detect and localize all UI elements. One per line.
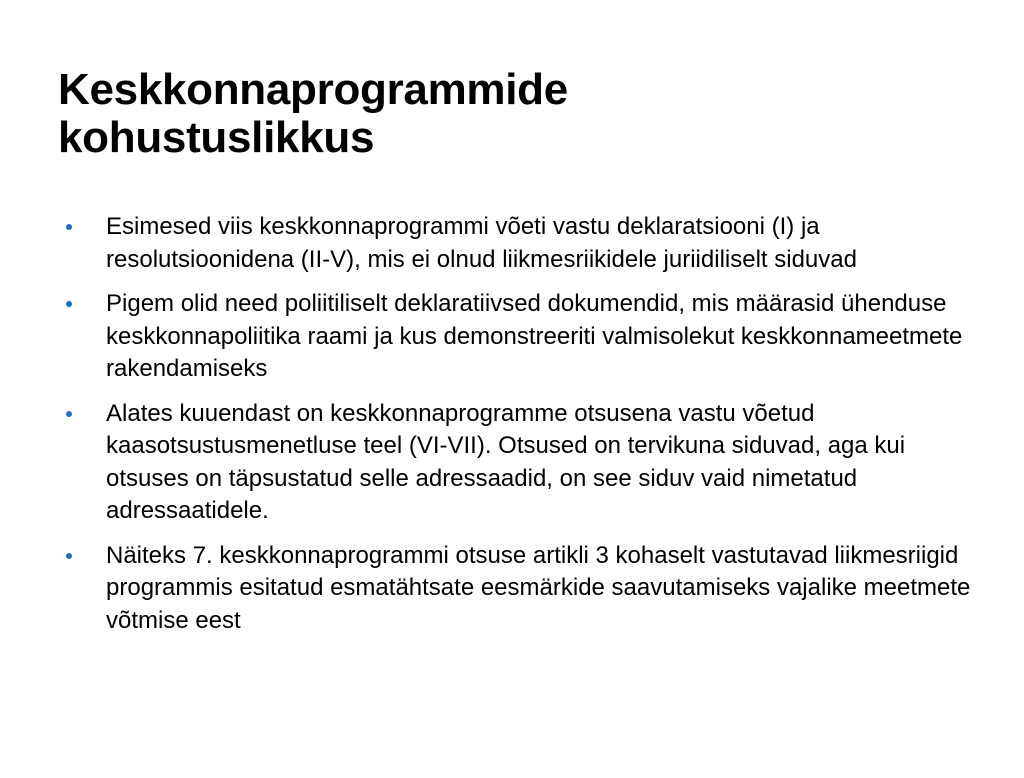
bullet-list <box>62 211 982 649</box>
bullet-text: Esimesed viis keskkonnaprogrammi võeti vastu deklaratsiooni (I) ja resolutsioonidena (II-V), mis ei olnud liikmesriikidele juriidiliselt siduvad <box>106 213 857 273</box>
bullet-text: Pigem olid need poliitiliselt deklaratiivsed dokumendid, mis määrasid ühenduse keskkonnapoliitika raami ja kus demonstreeriti valmisolekut keskkonnameetmete rakendamiseks <box>106 290 963 382</box>
bullet-item-4 <box>62 540 982 638</box>
slide-title <box>58 66 978 162</box>
bullet-dot-icon <box>66 301 72 307</box>
bullet-item-1 <box>62 211 982 276</box>
bullet-item-3 <box>62 398 982 528</box>
bullet-text: Näiteks 7. keskkonnaprogrammi otsuse artikli 3 kohaselt vastutavad liikmesriigid programmis esitatud esmatähtsate eesmärkide saavutamiseks vajalike meetmete võtmise eest <box>106 541 971 634</box>
bullet-dot-icon <box>66 411 72 417</box>
bullet-text: Alates kuuendast on keskkonnaprogramme otsusena vastu võetud kaasotsustusmenetluse teel (VI-VII). Otsused on tervikuna siduvad, aga kui otsuses on täpsustatud selle adressaadid, on see siduv vaid nimetatud adressaatidele. <box>106 399 906 524</box>
slide-title-line-2: kohustuslikkus <box>58 113 375 162</box>
bullet-dot-icon <box>66 224 72 230</box>
slide-title-line-1: Keskkonnaprogrammide <box>58 65 568 114</box>
bullet-dot-icon <box>66 553 72 559</box>
bullet-item-2 <box>62 288 982 386</box>
